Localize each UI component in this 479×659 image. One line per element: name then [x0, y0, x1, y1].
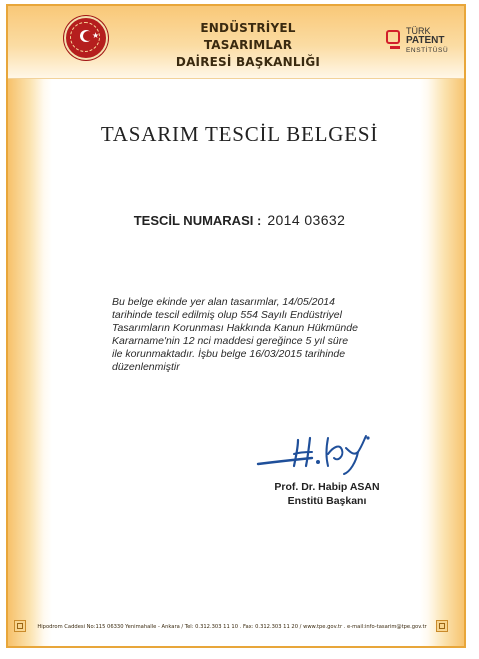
body-line: Tasarımların Korunması Hakkında Kanun Hükmünde [112, 322, 358, 334]
body-line: ile korunmaktadır. İşbu belge 16/03/2015 tarihinde [112, 348, 346, 360]
footer-emblem-icon [436, 620, 448, 632]
header-title-line1: ENDÜSTRİYEL TASARIMLAR [200, 21, 296, 52]
registration-line [0, 212, 479, 228]
body-line: tarihinde tescil edilmiş olup 554 Sayılı Endüstriyel [112, 309, 342, 321]
body-line: Kararname'nin 12 nci maddesi gereğince 5 yıl süre [112, 335, 349, 347]
patent-mark-icon [386, 30, 400, 44]
body-line: düzenlenmiştir [112, 361, 180, 373]
certificate-body [112, 296, 384, 374]
signatory-block [262, 480, 392, 508]
registration-label: TESCİL NUMARASI : [133, 213, 262, 228]
registration-number: 2014 03632 [267, 212, 346, 228]
footer-address: Hipodrom Caddesi No:115 06330 Yenimahalle - Ankara / Tel: 0.312.303 11 10 . Fax: 0.312.303 11 20 / www.tpe.gov.tr . e-mail:info-tasarim@tpe.gov.tr [37, 624, 427, 630]
turk-patent-logo [386, 26, 464, 62]
header-title-line2: DAİRESİ BAŞKANLIĞI [175, 55, 321, 69]
header-band [8, 6, 464, 79]
footer-emblem-icon [14, 620, 26, 632]
header-title [158, 20, 338, 71]
logo-line3: ENSTİTÜSÜ [406, 47, 449, 54]
document-title: TASARIM TESCİL BELGESİ [100, 122, 379, 146]
handwritten-signature [254, 432, 374, 476]
logo-line2: PATENT [406, 35, 445, 46]
signatory-name: Prof. Dr. Habip ASAN [274, 481, 380, 493]
logo-line1: TÜRK [406, 26, 431, 36]
state-seal-icon: ★ [64, 16, 108, 60]
body-line: Bu belge ekinde yer alan tasarımlar, 14/05/2014 [112, 296, 335, 308]
signatory-title: Enstitü Başkanı [287, 495, 367, 507]
